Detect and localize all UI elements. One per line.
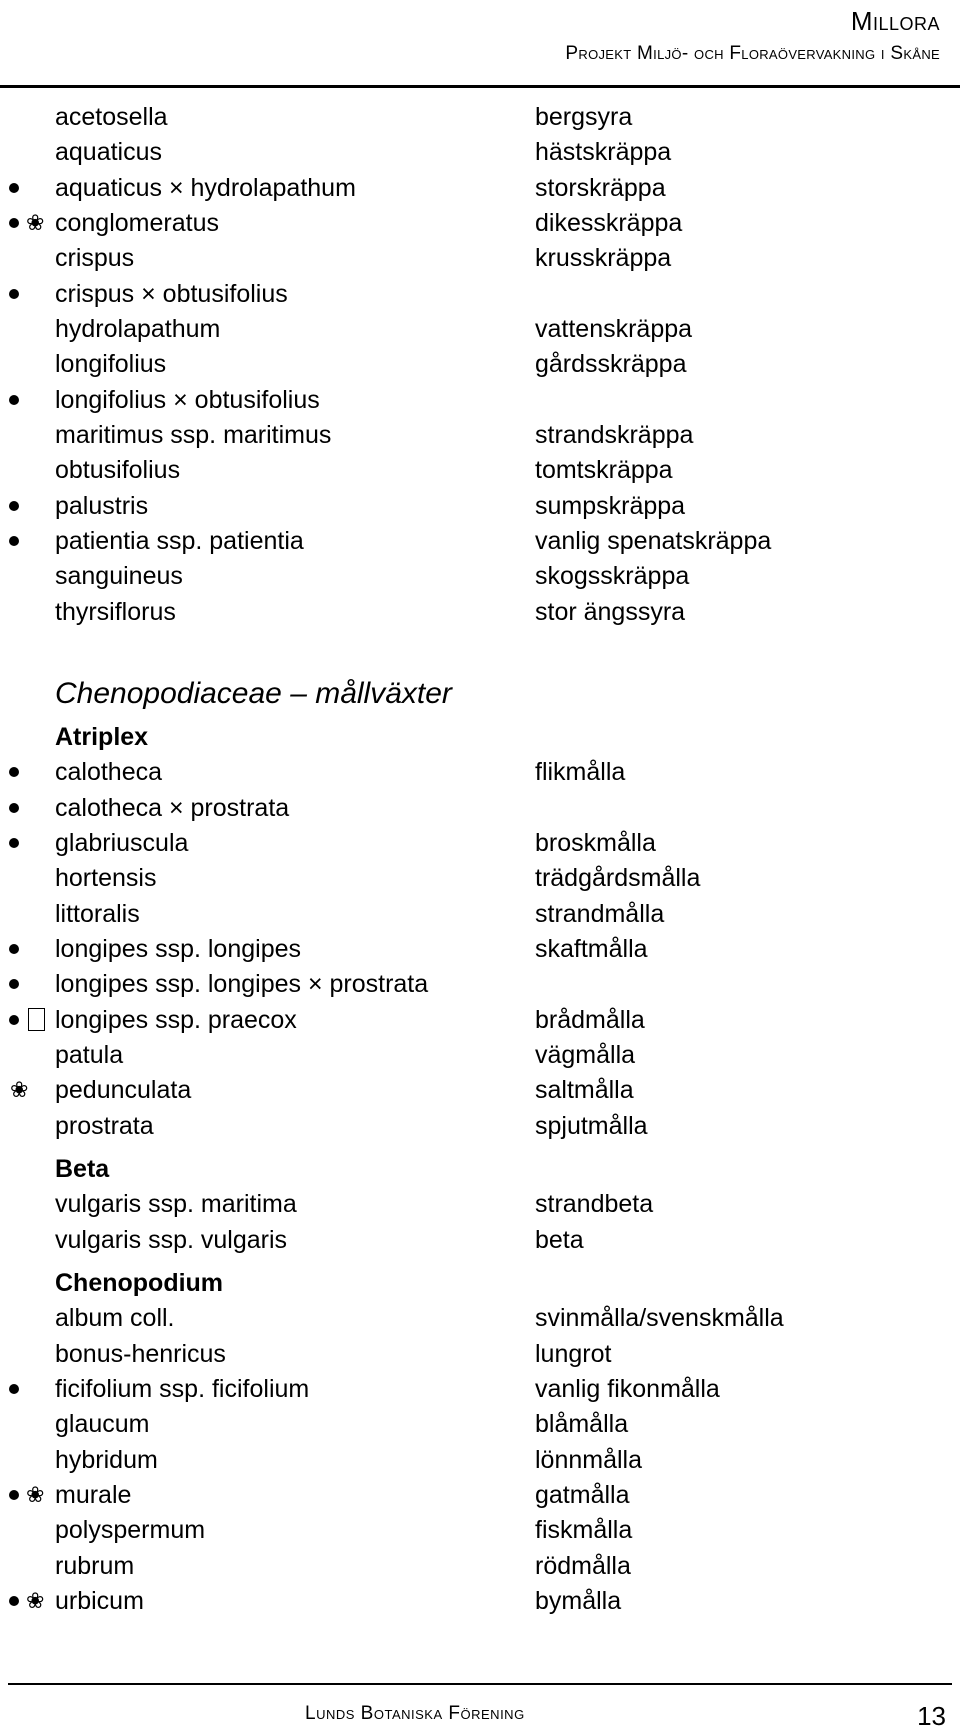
- species-row: [0, 383, 960, 417]
- species-row: [0, 1109, 960, 1143]
- species-row: [0, 453, 960, 487]
- status-marks: [6, 1073, 54, 1107]
- genus-name: Beta: [55, 1155, 110, 1183]
- box-icon: [28, 1008, 45, 1031]
- footer-society: Lunds Botaniska Förening: [305, 1703, 525, 1724]
- latin-name: palustris: [55, 492, 149, 520]
- status-marks: [6, 1372, 54, 1406]
- bullet-icon: [9, 979, 19, 989]
- swedish-name: dikesskräppa: [535, 209, 683, 237]
- species-row: [0, 791, 960, 825]
- species-row: [0, 1003, 960, 1037]
- latin-name: calotheca: [55, 758, 163, 786]
- species-row: [0, 312, 960, 346]
- species-row: [0, 1549, 960, 1583]
- bullet-icon: [9, 838, 19, 848]
- header-title: Millora: [850, 6, 940, 36]
- swedish-name: skaftmålla: [535, 935, 648, 963]
- genus-heading: [0, 1266, 960, 1300]
- status-marks: [6, 1478, 54, 1512]
- latin-name: thyrsiflorus: [55, 598, 176, 626]
- status-marks: [6, 1003, 54, 1037]
- species-row: [0, 1038, 960, 1072]
- latin-name: prostrata: [55, 1112, 154, 1140]
- species-row: [0, 967, 960, 1001]
- swedish-name: tomtskräppa: [535, 456, 673, 484]
- species-row: [0, 1372, 960, 1406]
- species-row: [0, 171, 960, 205]
- species-row: [0, 932, 960, 966]
- latin-name: calotheca × prostrata: [55, 794, 290, 822]
- swedish-name: fiskmålla: [535, 1516, 633, 1544]
- species-row: [0, 418, 960, 452]
- latin-name: glabriuscula: [55, 829, 189, 857]
- flower-icon: ❀: [26, 210, 45, 235]
- swedish-name: trädgårdsmålla: [535, 864, 701, 892]
- page-footer: [0, 1695, 960, 1731]
- species-row: [0, 1513, 960, 1547]
- species-row: [0, 489, 960, 523]
- latin-name: sanguineus: [55, 562, 183, 590]
- swedish-name: strandmålla: [535, 900, 665, 928]
- status-marks: [6, 524, 54, 558]
- species-row: [0, 206, 960, 240]
- species-row: [0, 1223, 960, 1257]
- species-row: [0, 524, 960, 558]
- status-marks: [6, 171, 54, 205]
- status-marks: [6, 1584, 54, 1618]
- swedish-name: lönnmålla: [535, 1446, 643, 1474]
- swedish-name: strandbeta: [535, 1190, 654, 1218]
- latin-name: littoralis: [55, 900, 140, 928]
- status-marks: [6, 967, 54, 1001]
- latin-name: longipes ssp. longipes × prostrata: [55, 970, 429, 998]
- latin-name: pedunculata: [55, 1076, 192, 1104]
- swedish-name: vattenskräppa: [535, 315, 693, 343]
- latin-name: conglomeratus: [55, 209, 219, 237]
- latin-name: obtusifolius: [55, 456, 181, 484]
- swedish-name: stor ängssyra: [535, 598, 686, 626]
- species-row: [0, 755, 960, 789]
- header-subtitle: Projekt Miljö- och Floraövervakning i Skåne: [565, 43, 940, 64]
- species-row: [0, 241, 960, 275]
- swedish-name: bymålla: [535, 1587, 622, 1615]
- swedish-name: sumpskräppa: [535, 492, 686, 520]
- genus-heading: [0, 720, 960, 754]
- swedish-name: strandskräppa: [535, 421, 694, 449]
- latin-name: aquaticus: [55, 138, 163, 166]
- species-row: [0, 1187, 960, 1221]
- species-row: [0, 1073, 960, 1107]
- page-number: 13: [917, 1701, 946, 1731]
- page-header: [565, 0, 940, 65]
- bullet-icon: [9, 218, 19, 228]
- swedish-name: flikmålla: [535, 758, 626, 786]
- bullet-icon: [9, 395, 19, 405]
- status-marks: [6, 826, 54, 860]
- latin-name: glaucum: [55, 1410, 150, 1438]
- swedish-name: bergsyra: [535, 103, 633, 131]
- species-row: [0, 100, 960, 134]
- species-row: [0, 826, 960, 860]
- swedish-name: skogsskräppa: [535, 562, 690, 590]
- swedish-name: storskräppa: [535, 174, 666, 202]
- status-marks: [6, 755, 54, 789]
- status-marks: [6, 791, 54, 825]
- latin-name: hybridum: [55, 1446, 158, 1474]
- species-row: [0, 559, 960, 593]
- swedish-name: beta: [535, 1226, 584, 1254]
- bullet-icon: [9, 1596, 19, 1606]
- latin-name: aquaticus × hydrolapathum: [55, 174, 356, 202]
- species-row: [0, 861, 960, 895]
- species-row: [0, 1584, 960, 1618]
- status-marks: [6, 277, 54, 311]
- bullet-icon: [9, 1384, 19, 1394]
- swedish-name: svinmålla/svenskmålla: [535, 1304, 784, 1332]
- bullet-icon: [9, 183, 19, 193]
- latin-name: bonus-henricus: [55, 1340, 226, 1368]
- species-row: [0, 135, 960, 169]
- latin-name: album coll.: [55, 1304, 175, 1332]
- genus-heading: [0, 1152, 960, 1186]
- flower-icon: ❀: [26, 1482, 45, 1507]
- swedish-name: vanlig spenatskräppa: [535, 527, 772, 555]
- latin-name: patula: [55, 1041, 124, 1069]
- status-marks: [6, 206, 54, 240]
- swedish-name: vanlig fikonmålla: [535, 1375, 720, 1403]
- species-row: [0, 897, 960, 931]
- status-marks: [6, 383, 54, 417]
- swedish-name: hästskräppa: [535, 138, 672, 166]
- latin-name: hydrolapathum: [55, 315, 221, 343]
- swedish-name: lungrot: [535, 1340, 612, 1368]
- status-marks: [6, 489, 54, 523]
- latin-name: crispus: [55, 244, 135, 272]
- latin-name: longipes ssp. longipes: [55, 935, 301, 963]
- footer-rule: [8, 1683, 952, 1685]
- swedish-name: brådmålla: [535, 1006, 645, 1034]
- bullet-icon: [9, 1015, 19, 1025]
- species-row: [0, 1478, 960, 1512]
- flower-icon: ❀: [10, 1077, 29, 1102]
- latin-name: vulgaris ssp. maritima: [55, 1190, 297, 1218]
- swedish-name: vägmålla: [535, 1041, 636, 1069]
- status-marks: [6, 932, 54, 966]
- swedish-name: spjutmålla: [535, 1112, 648, 1140]
- bullet-icon: [9, 289, 19, 299]
- latin-name: ficifolium ssp. ficifolium: [55, 1375, 310, 1403]
- swedish-name: rödmålla: [535, 1552, 631, 1580]
- species-row: [0, 1337, 960, 1371]
- swedish-name: gårdsskräppa: [535, 350, 687, 378]
- genus-name: Chenopodium: [55, 1269, 224, 1297]
- bullet-icon: [9, 501, 19, 511]
- latin-name: maritimus ssp. maritimus: [55, 421, 332, 449]
- swedish-name: gatmålla: [535, 1481, 630, 1509]
- latin-name: longifolius × obtusifolius: [55, 386, 320, 414]
- species-row: [0, 1407, 960, 1441]
- latin-name: vulgaris ssp. vulgaris: [55, 1226, 288, 1254]
- swedish-name: broskmålla: [535, 829, 656, 857]
- latin-name: urbicum: [55, 1587, 144, 1615]
- latin-name: patientia ssp. patientia: [55, 527, 304, 555]
- bullet-icon: [9, 767, 19, 777]
- bullet-icon: [9, 803, 19, 813]
- flower-icon: ❀: [26, 1588, 45, 1613]
- genus-name: Atriplex: [55, 723, 149, 751]
- bullet-icon: [9, 536, 19, 546]
- latin-name: rubrum: [55, 1552, 135, 1580]
- species-row: [0, 1301, 960, 1335]
- family-heading: [0, 675, 960, 713]
- latin-name: longipes ssp. praecox: [55, 1006, 297, 1034]
- swedish-name: blåmålla: [535, 1410, 629, 1438]
- swedish-name: krusskräppa: [535, 244, 672, 272]
- latin-name: longifolius: [55, 350, 167, 378]
- species-row: [0, 595, 960, 629]
- bullet-icon: [9, 1490, 19, 1500]
- header-rule: [0, 85, 960, 88]
- latin-name: acetosella: [55, 103, 168, 131]
- family-name: Chenopodiaceae – mållväxter: [55, 677, 452, 710]
- species-row: [0, 347, 960, 381]
- latin-name: crispus × obtusifolius: [55, 280, 288, 308]
- latin-name: murale: [55, 1481, 132, 1509]
- latin-name: polyspermum: [55, 1516, 206, 1544]
- latin-name: hortensis: [55, 864, 157, 892]
- bullet-icon: [9, 944, 19, 954]
- species-row: [0, 1443, 960, 1477]
- swedish-name: saltmålla: [535, 1076, 634, 1104]
- species-row: [0, 277, 960, 311]
